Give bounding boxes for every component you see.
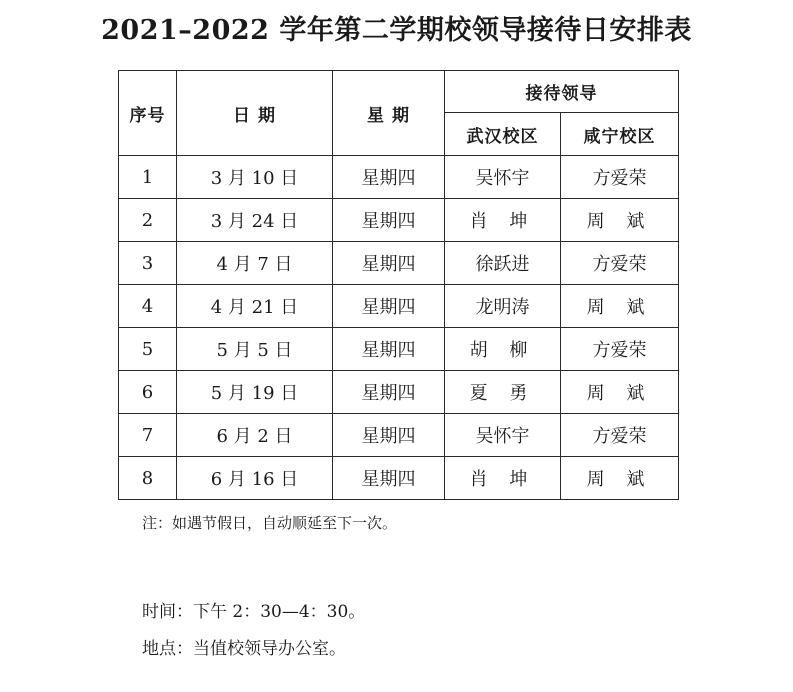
cell-weekday: 星期四 — [333, 156, 445, 199]
cell-leader-wuhan: 龙明涛 — [445, 285, 561, 328]
cell-leader-wuhan: 吴怀宇 — [445, 414, 561, 457]
cell-date: 5 月 19 日 — [177, 371, 333, 414]
cell-index: 1 — [119, 156, 177, 199]
cell-date: 4 月 21 日 — [177, 285, 333, 328]
table-row — [119, 156, 679, 199]
cell-weekday: 星期四 — [333, 328, 445, 371]
cell-date: 4 月 7 日 — [177, 242, 333, 285]
header-index: 序号 — [119, 71, 177, 156]
table-body — [119, 156, 679, 500]
cell-leader-wuhan: 肖 坤 — [445, 199, 561, 242]
table-row — [119, 285, 679, 328]
header-weekday: 星 期 — [333, 71, 445, 156]
header-date: 日 期 — [177, 71, 333, 156]
cell-date: 3 月 24 日 — [177, 199, 333, 242]
cell-index: 5 — [119, 328, 177, 371]
cell-weekday: 星期四 — [333, 199, 445, 242]
cell-leader-xianning: 方爱荣 — [561, 242, 679, 285]
cell-index: 4 — [119, 285, 177, 328]
reception-time: 时间：下午 2：30—4：30。 — [142, 602, 366, 622]
header-campus-wuhan: 武汉校区 — [445, 113, 561, 156]
cell-index: 2 — [119, 199, 177, 242]
cell-leader-xianning: 方爱荣 — [561, 328, 679, 371]
reception-location: 地点：当值校领导办公室。 — [142, 639, 346, 659]
cell-index: 8 — [119, 457, 177, 500]
table-row — [119, 328, 679, 371]
cell-leader-xianning: 方爱荣 — [561, 156, 679, 199]
table-row — [119, 199, 679, 242]
cell-weekday: 星期四 — [333, 285, 445, 328]
header-row — [119, 71, 679, 113]
schedule-table — [118, 70, 679, 500]
holiday-note: 注：如遇节假日，自动顺延至下一次。 — [142, 514, 398, 532]
header-leaders: 接待领导 — [445, 71, 679, 113]
table-row — [119, 414, 679, 457]
cell-leader-wuhan: 徐跃进 — [445, 242, 561, 285]
cell-leader-wuhan: 吴怀宇 — [445, 156, 561, 199]
cell-leader-wuhan: 肖 坤 — [445, 457, 561, 500]
cell-date: 6 月 2 日 — [177, 414, 333, 457]
cell-date: 6 月 16 日 — [177, 457, 333, 500]
cell-leader-xianning: 周 斌 — [561, 199, 679, 242]
cell-index: 6 — [119, 371, 177, 414]
table-row — [119, 242, 679, 285]
cell-leader-xianning: 周 斌 — [561, 285, 679, 328]
cell-leader-xianning: 周 斌 — [561, 457, 679, 500]
cell-weekday: 星期四 — [333, 457, 445, 500]
cell-date: 5 月 5 日 — [177, 328, 333, 371]
page-title: 2021–2022 学年第二学期校领导接待日安排表 — [101, 15, 692, 46]
cell-weekday: 星期四 — [333, 371, 445, 414]
cell-weekday: 星期四 — [333, 414, 445, 457]
cell-weekday: 星期四 — [333, 242, 445, 285]
cell-index: 3 — [119, 242, 177, 285]
cell-leader-wuhan: 胡 柳 — [445, 328, 561, 371]
cell-leader-wuhan: 夏 勇 — [445, 371, 561, 414]
cell-leader-xianning: 方爱荣 — [561, 414, 679, 457]
cell-leader-xianning: 周 斌 — [561, 371, 679, 414]
cell-index: 7 — [119, 414, 177, 457]
table-row — [119, 371, 679, 414]
table-row — [119, 457, 679, 500]
header-campus-xianning: 咸宁校区 — [561, 113, 679, 156]
cell-date: 3 月 10 日 — [177, 156, 333, 199]
